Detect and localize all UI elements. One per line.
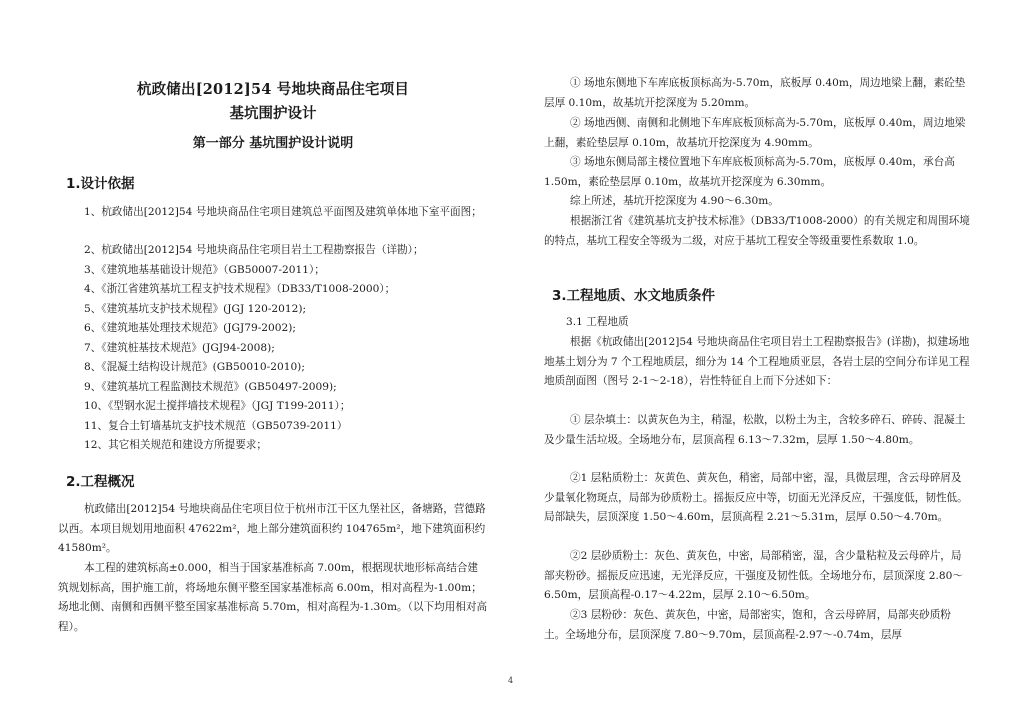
basis-item-11: 11、复合土钉墙基坑支护技术规范（GB50739-2011）: [84, 420, 348, 432]
part-title: 第一部分 基坑围护设计说明: [192, 136, 354, 151]
basis-item-6: 6、《建筑地基处理技术规范》(JGJ79-2002);: [84, 322, 296, 334]
basis-item-12: 12、其它相关规范和建设方所提要求；: [84, 439, 267, 451]
project-title: 杭政储出[2012]54 号地块商品住宅项目: [136, 81, 410, 98]
section3-heading: 3.工程地质、水文地质条件: [552, 288, 716, 304]
soil-layer-2-2: ②2 层砂质粉土：灰色、黄灰色，中密，局部稍密，湿，含少量粘粒及云母碎片，局部夹粉砂。摇振反应迅速，无光泽反应，干强度及韧性低。全场地分布，层顶深度 2.80～6.50m，层顶高程-0.17～4.22m，层厚 2.10～6.50m。: [544, 550, 963, 601]
subsection-3-1-heading: 3.1 工程地质: [566, 316, 629, 328]
basis-item-4: 4、《浙江省建筑基坑工程支护技术规程》（DB33/T1008-2000）；: [84, 283, 396, 295]
safety-grade-para: 根据浙江省《建筑基坑支护技术标准》（DB33/T1008-2000）的有关规定和周围环境的特点，基坑工程安全等级为二级，对应于基坑工程安全等级重要性系数取 1.0。: [544, 215, 970, 247]
soil-layer-2-3: ②3 层粉砂：灰色、黄灰色，中密，局部密实，饱和，含云母碎屑，局部夹砂质粉土。全场地分布，层顶深度 7.80～9.70m，层顶高程-2.97～-0.74m，层厚: [544, 609, 951, 641]
depth-item-2: ② 场地西侧、南侧和北侧地下车库底板顶标高为-5.70m，底板厚 0.40m，周边地梁上翻，素砼垫层厚 0.10m，故基坑开挖深度为 4.90mm。: [544, 117, 966, 149]
page-number: 4: [508, 676, 514, 685]
basis-item-5: 5、《建筑基坑支护技术规程》(JGJ 120-2012);: [84, 303, 307, 315]
overview-para-2: 本工程的建筑标高±0.000，相当于国家基准标高 7.00m，根据现状地形标高结合建筑规划标高，围护施工前，将场地东侧平整至国家基准标高 6.00m，相对高程为-1.00m；场地北侧、南侧和西侧平整至国家基准标高 5.70m，相对高程为-1.30m。（以下均用相对高程）。: [58, 562, 488, 633]
basis-item-3: 3、《建筑地基基础设计规范》（GB50007-2011）；: [84, 264, 325, 276]
basis-item-10: 10、《型钢水泥土搅拌墙技术规程》（JGJ T199-2011）；: [84, 400, 351, 412]
geology-intro-para: 根据《杭政储出[2012]54 号地块商品住宅项目岩土工程勘察报告》(详勘)，拟建场地地基土划分为 7 个工程地质层，细分为 14 个工程地质亚层，各岩土层的空间分布详见工程地质剖面图（图号 2-1～2-18），岩性特征自上而下分述如下：: [544, 336, 970, 387]
section1-heading: 1.设计依据: [66, 176, 135, 192]
soil-layer-1: ① 层杂填土：以黄灰色为主，稍湿，松散，以粉土为主，含较多碎石、碎砖、混凝土及少量生活垃圾。全场地分布，层顶高程 6.13～7.32m，层厚 1.50～4.80m。: [544, 414, 966, 446]
depth-item-1: ① 场地东侧地下车库底板顶标高为-5.70m，底板厚 0.40m，周边地梁上翻，素砼垫层厚 0.10m，故基坑开挖深度为 5.20mm。: [544, 77, 966, 109]
basis-item-9: 9、《建筑基坑工程监测技术规范》(GB50497-2009);: [84, 381, 337, 393]
soil-layer-2-1: ②1 层粘质粉土：灰黄色、黄灰色，稍密，局部中密，湿，具微层理，含云母碎屑及少量氧化物斑点，局部为砂质粉土。摇振反应中等，切面无光泽反应，干强度低，韧性低。局部缺失，层顶深度 1.50～4.60m，层顶高程 2.21～5.31m，层厚 0.50～4.70m。: [544, 472, 968, 523]
project-subtitle: 基坑围护设计: [229, 105, 317, 122]
overview-para-1: 杭政储出[2012]54 号地块商品住宅项目位于杭州市江干区九堡社区，备塘路，营德路以西。本项目规划用地面积 47622m²，地上部分建筑面积约 104765m²，地下建筑面积约 41580m²。: [58, 503, 486, 554]
depth-summary: 综上所述，基坑开挖深度为 4.90～6.30m。: [570, 195, 779, 207]
section2-heading: 2.工程概况: [66, 474, 135, 490]
depth-item-3: ③ 场地东侧局部主楼位置地下车库底板顶标高为-5.70m，底板厚 0.40m，承台高 1.50m，素砼垫层厚 0.10m，故基坑开挖深度为 6.30mm。: [544, 156, 955, 188]
basis-item-7: 7、《建筑桩基技术规范》(JGJ94-2008);: [84, 342, 275, 354]
basis-item-1: 1、杭政储出[2012]54 号地块商品住宅项目建筑总平面图及建筑单体地下室平面图；: [84, 206, 482, 218]
basis-item-8: 8、《混凝土结构设计规范》(GB50010-2010);: [84, 361, 305, 373]
basis-item-2: 2、杭政储出[2012]54 号地块商品住宅项目岩土工程勘察报告（详勘）；: [84, 244, 424, 256]
